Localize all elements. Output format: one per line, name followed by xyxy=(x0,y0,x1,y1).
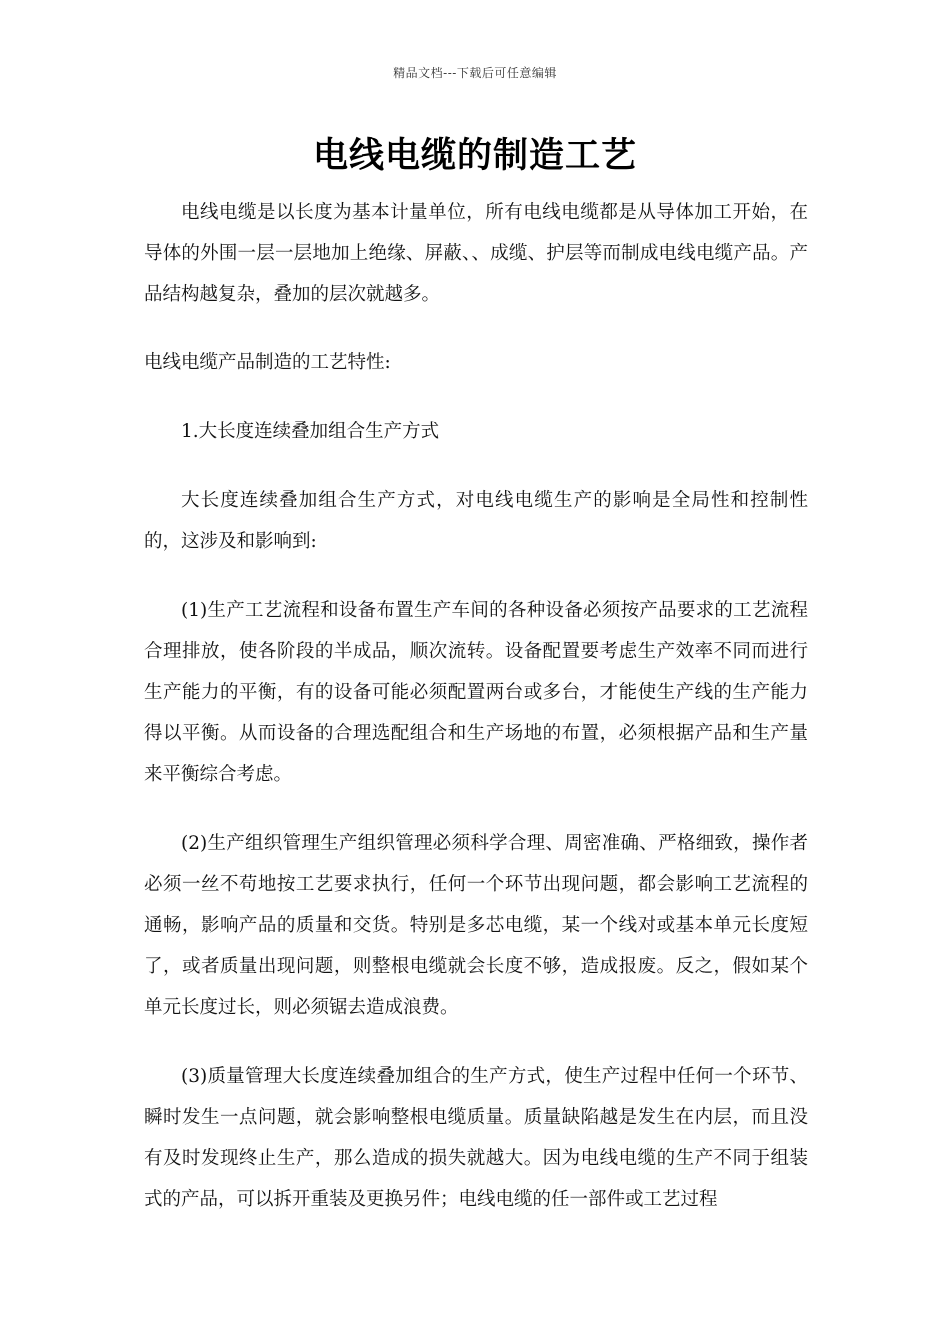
paragraph-section-heading: 1.大长度连续叠加组合生产方式 xyxy=(181,421,440,442)
paragraph-intro: 电线电缆是以长度为基本计量单位，所有电线电缆都是从导体加工开始，在导体的外围一层一层地加上绝缘、屏蔽、、成缆、护层等而制成电线电缆产品。产品结构越复杂，叠加的层次就越多。 xyxy=(144,202,808,305)
document-title: 电线电缆的制造工艺 xyxy=(312,135,637,176)
paragraph-item-2: (2)生产组织管理生产组织管理必须科学合理、周密准确、严格细致，操作者必须一丝不苟地按工艺要求执行，任何一个环节出现问题，都会影响工艺流程的通畅，影响产品的质量和交货。特别是多芯电缆，某一个线对或基本单元长度短了，或者质量出现问题，则整根电缆就会长度不够，造成报废。反之，假如某个单元长度过长，则必须锯去造成浪费。 xyxy=(144,833,808,1018)
header-note: 精品文档---下载后可任意编辑 xyxy=(393,66,557,80)
paragraph-section-intro: 大长度连续叠加组合生产方式，对电线电缆生产的影响是全局性和控制性的，这涉及和影响到: xyxy=(144,490,808,552)
paragraph-item-1: (1)生产工艺流程和设备布置生产车间的各种设备必须按产品要求的工艺流程合理排放，使各阶段的半成品，顺次流转。设备配置要考虑生产效率不同而进行生产能力的平衡，有的设备可能必须配置两台或多台，才能使生产线的生产能力得以平衡。从而设备的合理选配组合和生产场地的布置，必须根据产品和生产量来平衡综合考虑。 xyxy=(144,600,808,785)
paragraph-characteristics-heading: 电线电缆产品制造的工艺特性: xyxy=(144,352,391,373)
document-body xyxy=(144,192,808,1220)
paragraph-item-3: (3)质量管理大长度连续叠加组合的生产方式，使生产过程中任何一个环节、瞬时发生一点问题，就会影响整根电缆质量。质量缺陷越是发生在内层，而且没有及时发现终止生产，那么造成的损失就越大。因为电线电缆的生产不同于组装式的产品，可以拆开重装及更换另件；电线电缆的任一部件或工艺过程 xyxy=(144,1066,808,1210)
